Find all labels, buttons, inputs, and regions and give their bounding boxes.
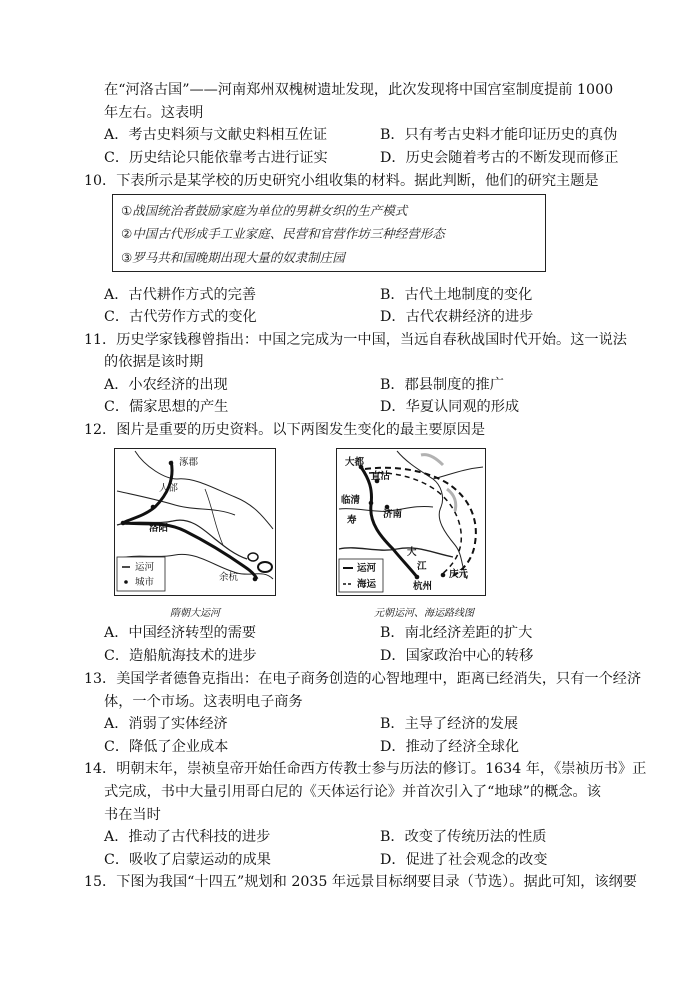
sui-canal-map	[114, 448, 276, 596]
q10-material-2: ②中国古代形成手工业家庭、民营和官营作坊三种经营形态	[121, 226, 445, 241]
q11-option-c: C．儒家思想的产生	[104, 399, 229, 415]
q12-option-d: D．国家政治中心的转移	[380, 648, 534, 664]
q11-option-a: A．小农经济的出现	[104, 377, 228, 393]
map2-label-dadu: 大都	[345, 457, 365, 468]
q9-option-b: B．只有考古史料才能印证历史的真伪	[380, 127, 618, 143]
q10-material-3: ③罗马共和国晚期出现大量的奴隶制庄园	[121, 250, 345, 265]
q9-stem-line2: 年左右。这表明	[104, 105, 204, 121]
map2-legend-sea: 海运	[357, 579, 377, 590]
q14-stem-line3: 书在当时	[104, 807, 161, 823]
map2-label-hangzhou: 杭州	[413, 581, 433, 592]
map2-label-qingyuan: 庆元	[449, 569, 469, 580]
q12-option-a: A．中国经济转型的需要	[104, 625, 257, 641]
q13-stem-line1: 13．美国学者德鲁克指出：在电子商务创造的心智地理中，距离已经消失，只有一个经济	[84, 671, 642, 687]
q14-option-b: B．改变了传统历法的性质	[380, 829, 547, 845]
q10-option-a: A．古代耕作方式的完善	[104, 287, 257, 303]
map1-caption: 隋朝大运河	[170, 608, 220, 619]
q10-option-b: B．古代土地制度的变化	[380, 287, 533, 303]
q10-option-d: D．古代农耕经济的进步	[380, 309, 534, 325]
q10-material-1: ①战国统治者鼓励家庭为单位的男耕女织的生产模式	[121, 203, 408, 218]
q13-option-c: C．降低了企业成本	[104, 739, 229, 755]
map2-label-da: 大	[407, 547, 417, 558]
map2-caption: 元朝运河、海运路线图	[374, 608, 474, 619]
q14-option-c: C．吸收了启蒙运动的成果	[104, 852, 271, 868]
q11-stem-line1: 11．历史学家钱穆曾指出：中国之完成为一中国，当远自春秋战国时代开始。这一说法	[84, 332, 627, 348]
map1-label-zhuojun: 涿郡	[179, 457, 199, 468]
q11-option-b: B．郡县制度的推广	[380, 377, 504, 393]
q10-material-box	[112, 194, 546, 272]
q14-option-d: D．促进了社会观念的改变	[380, 852, 548, 868]
q9-stem-line1: 在“河洛古国”——河南郑州双槐树遗址发现，此次发现将中国宫室制度提前 1000	[104, 82, 614, 98]
map1-legend-canal: 运河	[135, 562, 155, 573]
yuan-canal-map	[336, 448, 486, 596]
q13-option-a: A．消弱了实体经济	[104, 716, 228, 732]
map2-label-linqing: 临清	[341, 495, 361, 506]
q12-stem: 12．图片是重要的历史资料。以下两图发生变化的最主要原因是	[84, 422, 486, 438]
map1-label-luoyang: 洛阳	[149, 523, 169, 534]
map2-label-zhigu: 直沽	[371, 471, 391, 482]
q10-stem: 10．下表所示是某学校的历史研究小组收集的材料。据此判断，他们的研究主题是	[84, 173, 599, 189]
q15-stem: 15．下图为我国“十四五”规划和 2035 年远景目标纲要目录（节选）。据此可知，该纲要	[84, 874, 637, 890]
q14-stem-line1: 14．明朝末年，崇祯皇帝开始任命西方传教士参与历法的修订。1634 年，《崇祯历书》正	[84, 761, 647, 777]
q11-stem-line2: 的依据是该时期	[104, 354, 204, 370]
q14-stem-line2: 式完成，书中大量引用哥白尼的《天体运行论》并首次引入了“地球”的概念。该	[104, 784, 601, 800]
q13-stem-line2: 体，一个市场。这表明电子商务	[104, 694, 303, 710]
q13-option-d: D．推动了经济全球化	[380, 739, 520, 755]
map1-label-yuhang: 余杭	[219, 572, 239, 583]
map1-legend-city: 城市	[135, 577, 155, 588]
q13-option-b: B．主导了经济的发展	[380, 716, 519, 732]
map2-label-jiang: 江	[417, 561, 427, 572]
map2-legend-canal: 运河	[357, 563, 377, 574]
map2-label-shou: 寿	[347, 515, 357, 526]
q9-option-c: C．历史结论只能依靠考古进行证实	[104, 150, 328, 166]
q9-option-a: A．考古史料须与文献史料相互佐证	[104, 127, 328, 143]
q12-option-b: B．南北经济差距的扩大	[380, 625, 533, 641]
map1-label-renbu: 人郃	[159, 483, 179, 494]
q14-option-a: A．推动了古代科技的进步	[104, 829, 271, 845]
q9-option-d: D．历史会随着考古的不断发现而修正	[380, 150, 619, 166]
map2-label-jinan: 济南	[383, 509, 403, 520]
q11-option-d: D．华夏认同观的形成	[380, 399, 520, 415]
q10-option-c: C．古代劳作方式的变化	[104, 309, 257, 325]
q12-option-c: C．造船航海技术的进步	[104, 648, 257, 664]
